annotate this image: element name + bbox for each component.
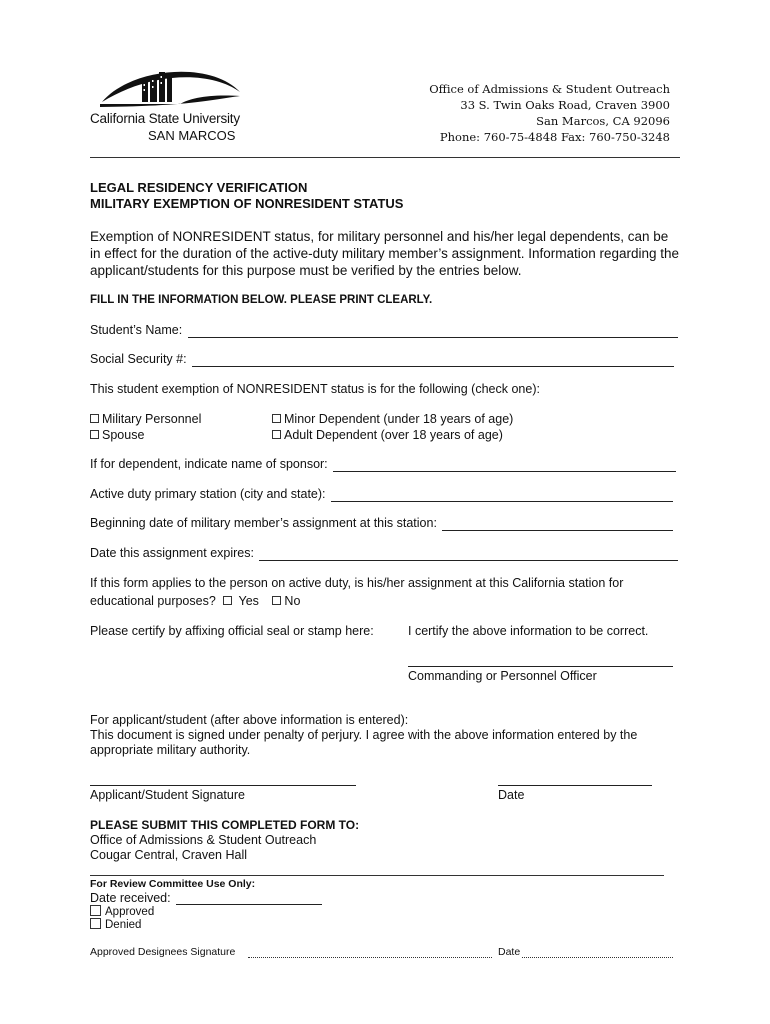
denied-label: Denied: [105, 919, 142, 931]
checkbox-icon[interactable]: [272, 430, 281, 439]
perjury-statement: This document is signed under penalty of perjury. I agree with the above information entered by the appropriate military authority.: [90, 728, 638, 757]
office-city: San Marcos, CA 92096: [536, 114, 670, 128]
educational-question-label: educational purposes?: [90, 594, 216, 608]
checkbox-icon[interactable]: [223, 596, 232, 605]
date-received-label: Date received:: [90, 891, 171, 905]
option-minor-dependent[interactable]: [272, 412, 513, 426]
date-received-field[interactable]: [176, 904, 322, 905]
expire-date-field[interactable]: [259, 560, 678, 561]
student-name-field[interactable]: [188, 337, 678, 338]
intro-paragraph: Exemption of NONRESIDENT status, for military personnel and his/her legal dependents, can be in effect for the duration of the active-duty military member’s assignment. Information regarding the applicant/students for this purpose must be verified by the entries below.: [90, 229, 680, 278]
office-phone-fax: Phone: 760-75-4848 Fax: 760-750-3248: [439, 130, 670, 144]
submit-heading: PLEASE SUBMIT THIS COMPLETED FORM TO:: [90, 818, 360, 832]
option-label: Military Personnel: [102, 412, 202, 426]
expire-date-label: Date this assignment expires:: [90, 546, 254, 560]
checkbox-icon[interactable]: [272, 596, 281, 605]
applicant-date-field[interactable]: [498, 785, 652, 786]
seal-instruction: Please certify by affixing official seal or stamp here:: [90, 624, 374, 638]
review-divider: [90, 875, 664, 876]
exemption-prompt: This student exemption of NONRESIDENT status is for the following (check one):: [90, 382, 540, 396]
applicant-signature-label: Applicant/Student Signature: [90, 788, 245, 802]
sponsor-label: If for dependent, indicate name of sponsor:: [90, 457, 328, 471]
option-label: Minor Dependent (under 18 years of age): [284, 412, 514, 426]
option-label: Adult Dependent (over 18 years of age): [284, 428, 503, 442]
checkbox-icon[interactable]: [90, 414, 99, 423]
instruction-text: FILL IN THE INFORMATION BELOW. PLEASE PRINT CLEARLY.: [90, 294, 433, 306]
logo-campus-name: SAN MARCOS: [148, 128, 236, 143]
ssn-label: Social Security #:: [90, 352, 187, 366]
checkbox-icon[interactable]: [90, 905, 101, 916]
officer-label: Commanding or Personnel Officer: [408, 669, 597, 683]
option-military-personnel[interactable]: [90, 412, 201, 426]
option-adult-dependent[interactable]: [272, 428, 503, 442]
applicant-signature-field[interactable]: [90, 785, 356, 786]
applicant-date-label: Date: [498, 788, 525, 802]
checkbox-icon[interactable]: [90, 918, 101, 929]
checkbox-icon[interactable]: [272, 414, 281, 423]
office-street: 33 S. Twin Oaks Road, Craven 3900: [460, 98, 670, 112]
educational-yes-option[interactable]: [223, 594, 259, 608]
begin-date-label: Beginning date of military member’s assignment at this station:: [90, 516, 437, 530]
student-name-label: Student’s Name:: [90, 323, 183, 337]
certify-statement: I certify the above information to be correct.: [408, 624, 649, 638]
educational-question-cont: [90, 594, 300, 608]
ssn-field[interactable]: [192, 366, 674, 367]
designee-date-label: Date: [498, 946, 521, 958]
logo-university-name: California State University: [90, 111, 240, 126]
officer-signature-field[interactable]: [408, 666, 673, 667]
form-subtitle: MILITARY EXEMPTION OF NONRESIDENT STATUS: [90, 196, 404, 211]
educational-no-option[interactable]: [272, 594, 300, 608]
form-title: LEGAL RESIDENCY VERIFICATION: [90, 180, 308, 195]
checkbox-icon[interactable]: [90, 430, 99, 439]
no-label: No: [284, 594, 301, 608]
designee-signature-field[interactable]: [248, 957, 492, 958]
yes-label: Yes: [238, 594, 259, 608]
review-denied-option[interactable]: [90, 919, 141, 931]
station-label: Active duty primary station (city and state):: [90, 487, 326, 501]
review-approved-option[interactable]: [90, 906, 154, 918]
sponsor-field[interactable]: [333, 471, 676, 472]
submit-office: Office of Admissions & Student Outreach: [90, 833, 317, 847]
applicant-heading: For applicant/student (after above information is entered):: [90, 713, 409, 727]
header-divider: [90, 157, 680, 158]
approved-label: Approved: [105, 906, 155, 918]
designee-signature-label: Approved Designees Signature: [90, 946, 236, 958]
option-spouse[interactable]: [90, 428, 144, 442]
office-name: Office of Admissions & Student Outreach: [429, 82, 670, 96]
review-heading: For Review Committee Use Only:: [90, 878, 256, 890]
designee-date-field[interactable]: [522, 957, 673, 958]
station-field[interactable]: [331, 501, 673, 502]
educational-question: If this form applies to the person on active duty, is his/her assignment at this California station for: [90, 576, 624, 590]
begin-date-field[interactable]: [442, 530, 673, 531]
submit-location: Cougar Central, Craven Hall: [90, 848, 248, 862]
option-label: Spouse: [102, 428, 145, 442]
